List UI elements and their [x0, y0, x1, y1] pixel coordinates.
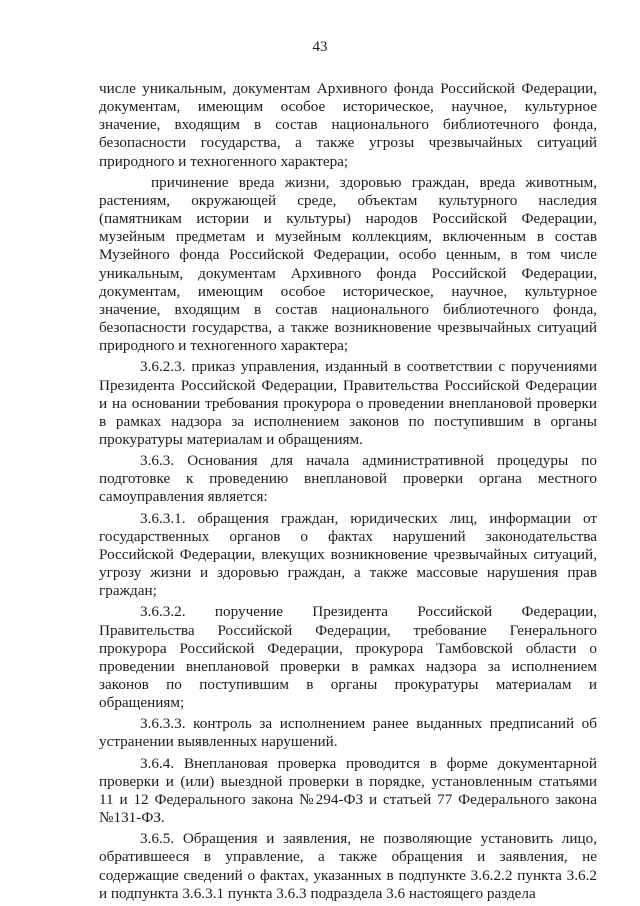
- paragraph: [99, 755, 597, 828]
- text-line: 11 и 12 Федерального закона №294-ФЗ и статьей 77 Федерального закона: [99, 790, 597, 808]
- text-line: значение, входящим в состав национального библиотечного фонда,: [99, 300, 597, 318]
- paragraph: [99, 80, 597, 171]
- text-line: законов по поступившим в органы прокуратуры материалам и: [99, 676, 597, 693]
- text-line: Правительства Российской Федерации, требование Генерального: [99, 621, 597, 639]
- text-line: документам, имеющим особое историческое, научное, культурное: [99, 98, 597, 116]
- paragraph: [99, 715, 597, 751]
- text-line: числе уникальным, документам Архивного фонда Российской Федерации,: [99, 80, 597, 97]
- text-line: угрозу жизни и здоровью граждан, а также массовые нарушения прав: [99, 564, 597, 582]
- text-line: причинение вреда жизни, здоровью граждан, вреда животным,: [151, 173, 597, 191]
- text-line: 3.6.3. Основания для начала административной процедуры по: [140, 452, 597, 470]
- text-line: в рамках надзора за исполнением законов по поступившим в органы: [99, 412, 597, 430]
- paragraph: [99, 452, 597, 506]
- text-line: 3.6.2.3. приказ управления, изданный в соответствии с поручениями: [140, 358, 597, 376]
- paragraph: [99, 174, 597, 356]
- text-line: природного и техногенного характера;: [99, 152, 349, 170]
- text-line: самоуправления является:: [99, 488, 268, 506]
- text-line: №131-ФЗ.: [99, 809, 165, 827]
- text-line: и на основании требования прокурора о проведении внеплановой проверки: [99, 394, 597, 412]
- text-line: Российской Федерации, влекущих возникновение чрезвычайных ситуаций,: [99, 545, 597, 563]
- text-line: безопасности государства, а также возникновение чрезвычайных ситуаций: [99, 319, 597, 337]
- text-line: растениям, окружающей среде, объектам культурного наследия: [99, 191, 597, 209]
- text-line: музейным предметам и музейным коллекциям, включенным в состав: [99, 228, 597, 246]
- text-line: проведении внеплановой проверки в рамках надзора за исполнением: [99, 657, 597, 675]
- text-line: документам, имеющим особое историческое, научное, культурное: [99, 282, 597, 300]
- text-line: 3.6.4. Внеплановая проверка проводится в форме документарной: [140, 754, 597, 772]
- page-number: 43: [312, 39, 328, 55]
- paragraph: [99, 830, 597, 903]
- text-line: граждан;: [99, 582, 157, 600]
- text-line: 3.6.3.3. контроль за исполнением ранее выданных предписаний об: [140, 715, 597, 733]
- text-line: 3.6.5. Обращения и заявления, не позволяющие установить лицо,: [140, 830, 597, 848]
- text-line: и подпункта 3.6.3.1 пункта 3.6.3 подраздела 3.6 настоящего раздела: [99, 884, 536, 902]
- text-line: 3.6.3.2. поручение Президента Российской Федерации,: [140, 603, 597, 621]
- text-line: Президента Российской Федерации, Правительства Российской Федерации: [99, 376, 597, 394]
- text-line: обратившееся в управление, а также обращения и заявления, не: [99, 848, 597, 866]
- text-line: 3.6.3.1. обращения граждан, юридических лиц, информации от: [140, 509, 597, 527]
- text-line: (памятникам истории и культуры) народов Российской Федерации,: [99, 210, 597, 228]
- text-line: прокурора Российской Федерации, прокурора Тамбовской области о: [99, 639, 597, 657]
- paragraph: [99, 358, 597, 449]
- text-line: обращениям;: [99, 694, 185, 712]
- text-line: уникальным, документам Архивного фонда Российской Федерации,: [99, 264, 597, 282]
- text-line: значение, входящим в состав национального библиотечного фонда,: [99, 116, 597, 134]
- text-line: прокуратуры материалам и обращениям.: [99, 430, 363, 448]
- text-line: природного и техногенного характера;: [99, 337, 349, 355]
- text-line: проверки и (или) выездной проверки в порядке, установленным статьями: [99, 772, 597, 790]
- paragraph: [99, 510, 597, 601]
- text-line: подготовке к проведению внеплановой проверки органа местного: [99, 470, 597, 488]
- text-line: устранении выявленных нарушений.: [99, 733, 338, 751]
- text-line: содержащие сведений о фактах, указанных в подпункте 3.6.2.2 пункта 3.6.2: [99, 866, 597, 884]
- text-line: государственных органов о фактах нарушений законодательства: [99, 527, 597, 545]
- paragraph: [99, 603, 597, 712]
- text-line: Музейного фонда Российской Федерации, особо ценным, в том числе: [99, 246, 597, 264]
- text-line: безопасности государства, а также угрозы чрезвычайных ситуаций: [99, 134, 597, 152]
- document-body: [99, 80, 597, 906]
